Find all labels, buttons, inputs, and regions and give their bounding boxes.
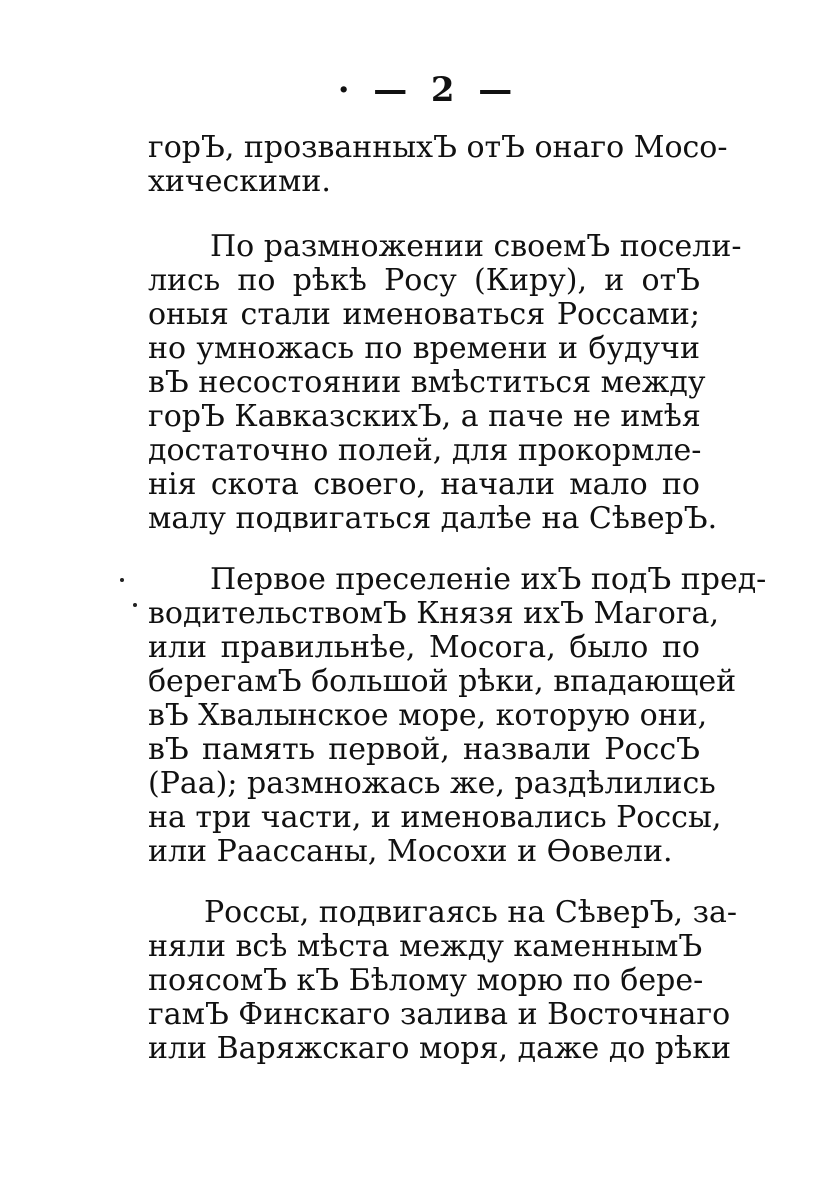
text-line: няли всѣ мѣста между каменнымЪ bbox=[148, 929, 703, 964]
text-line: гамЪ Финскаго залива и Восточнаго bbox=[148, 997, 731, 1032]
scan-speck bbox=[120, 578, 124, 582]
text-line: горЪ, прозванныхЪ отЪ онаго Мосо- bbox=[148, 130, 728, 165]
text-line: достаточно полей, для прокормле- bbox=[148, 433, 702, 468]
text-line: оныя стали именоваться Россами; bbox=[148, 297, 700, 332]
text-line: вЪ Хвалынское море, которую они, bbox=[148, 698, 708, 733]
text-line: По размножении своемЪ посели- bbox=[210, 229, 742, 264]
text-line: горЪ КавказскихЪ, а паче не имѣя bbox=[148, 399, 701, 434]
text-line: или правильнѣе, Мосога, было по bbox=[148, 630, 700, 665]
page-number-header: · — 2 — bbox=[337, 70, 513, 110]
text-line: на три части, и именовались Россы, bbox=[148, 800, 722, 835]
text-line: нія скота своего, начали мало по bbox=[148, 467, 700, 502]
text-line: (Раа); размножась же, раздѣлились bbox=[148, 766, 716, 801]
text-line: лись по рѣкѣ Росу (Киру), и отЪ bbox=[148, 263, 700, 298]
text-line: поясомЪ кЪ Бѣлому морю по бере- bbox=[148, 963, 704, 998]
text-line: Первое преселеніе ихЪ подЪ пред- bbox=[210, 562, 767, 597]
text-line: вЪ несостоянии вмѣститься между bbox=[148, 365, 706, 400]
text-line: Россы, подвигаясь на СѣверЪ, за- bbox=[204, 895, 738, 930]
scan-speck bbox=[133, 603, 137, 607]
text-line: малу подвигаться далѣе на СѣверЪ. bbox=[148, 501, 718, 536]
text-line: или Раассаны, Мосохи и Ѳовели. bbox=[148, 834, 673, 869]
text-line: берегамЪ большой рѣки, впадающей bbox=[148, 664, 737, 699]
text-line: водительствомЪ Князя ихЪ Магога, bbox=[148, 596, 719, 631]
text-line: но умножась по времени и будучи bbox=[148, 331, 700, 366]
text-line: хическими. bbox=[148, 164, 331, 199]
text-line: вЪ память первой, назвали РоссЪ bbox=[148, 732, 700, 767]
text-line: или Варяжскаго моря, даже до рѣки bbox=[148, 1031, 731, 1066]
